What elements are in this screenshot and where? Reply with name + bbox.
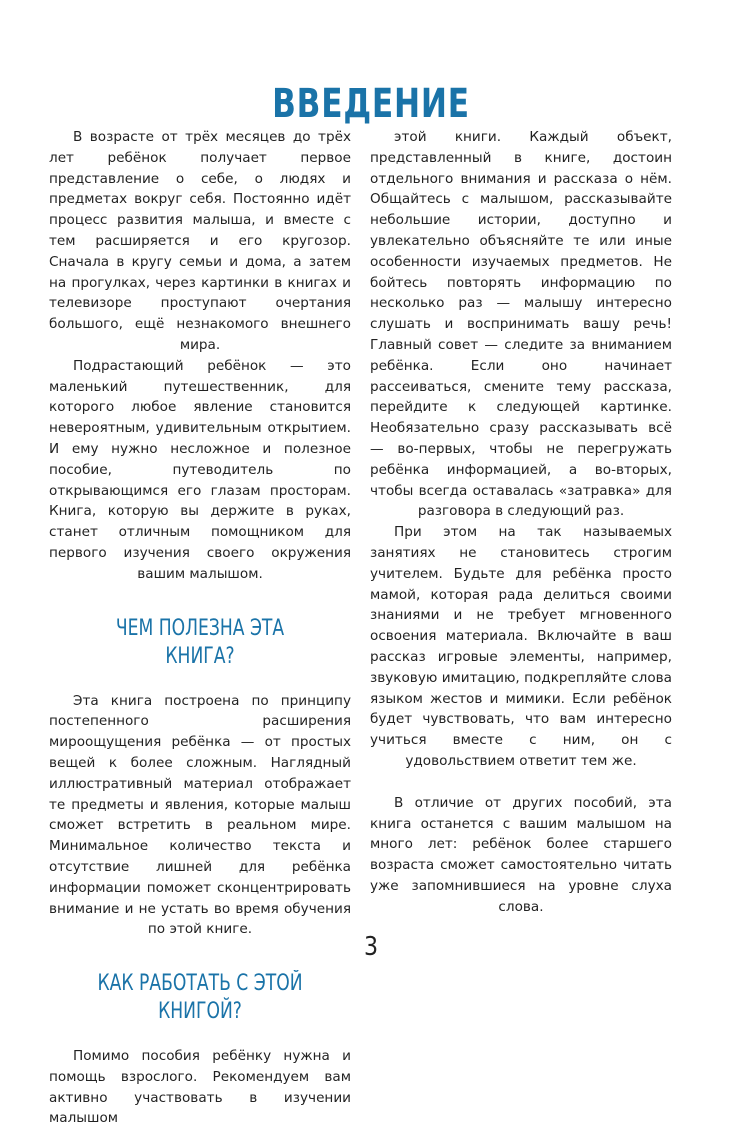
intro-paragraph-1: В возрасте от трёх месяцев до трёх лет ребёнок получает первое представление о себе, о людях и предметах вокруг себя. Постоянно идёт процесс развития малыша, и вместе с тем расширяется и его кругозор. Сначала в кругу семьи и дома, а затем на прогулках, через картинки в книгах и телевизоре проступают очертания большого, ещё незнакомого внешнего мира.	[49, 129, 351, 353]
section-heading-how-to-work: КАК РАБОТАТЬ С ЭТОЙ КНИГОЙ?	[97, 971, 303, 1025]
right-paragraph-1: этой книги. Каждый объект, представленный в книге, достоин отдельного внимания и рассказа о нём. Общайтесь с малышом, рассказывайте небольшие истории, доступно и увлекательно объясняйте те или иные особенности изучаемых предметов. Не бойтесь повторять информацию по несколько раз — малышу интересно слушать и воспринимать вашу речь! Главный совет — следите за вниманием ребёнка. Если оно начинает рассеиваться, смените тему рассказа, перейдите к следующей картинке. Необязательно сразу рассказывать всё — во-первых, чтобы не перегружать ребёнка информацией, а во-вторых, чтобы всегда оставалась «затравка» для разговора в следующий раз.	[370, 129, 672, 520]
how-to-work-paragraph: Помимо пособия ребёнку нужна и помощь взрослого. Рекомендуем вам активно участвовать в изучении малышом	[49, 1048, 351, 1127]
right-column	[370, 127, 672, 917]
left-column	[49, 127, 351, 1129]
section-heading-usefulness: ЧЕМ ПОЛЕЗНА ЭТА КНИГА?	[115, 615, 285, 669]
usefulness-paragraph: Эта книга построена по принципу постепенного расширения мироощущения ребёнка — от простых вещей к более сложным. Наглядный иллюстративный материал отображает те предметы и явления, которые малыш сможет встретить в реальном мире. Минимальное количество текста и отсутствие лишней для ребёнка информации поможет сконцентрировать внимание и не устать во время обучения по этой книге.	[49, 692, 351, 938]
intro-paragraph-2: Подрастающий ребёнок — это маленький путешественник, для которого любое явление становится невероятным, удивительным открытием. И ему нужно несложное и полезное пособие, путеводитель по открывающимся его глазам просторам. Книга, которую вы держите в руках, станет отличным помощником для первого изучения своего окружения вашим малышом.	[49, 357, 351, 582]
right-paragraph-3: В отличие от других пособий, эта книга останется с вашим малышом на много лет: ребёнок более старшего возраста сможет самостоятельно читать уже запомнившиеся на уровне слуха слова.	[370, 794, 672, 915]
page-number: 3	[363, 932, 379, 962]
page-title: ВВЕДЕНИЕ	[272, 81, 470, 127]
right-paragraph-2: При этом на так называемых занятиях не становитесь строгим учителем. Будьте для ребёнка просто мамой, которая рада делиться своими знаниями и не требует мгновенного освоения материала. Включайте в ваш рассказ игровые элементы, например, звуковую имитацию, подкрепляйте слова языком жестов и мимики. Если ребёнок будет чувствовать, что вам интересно учиться вместе с ним, он с удовольствием ответит тем же.	[370, 524, 672, 769]
